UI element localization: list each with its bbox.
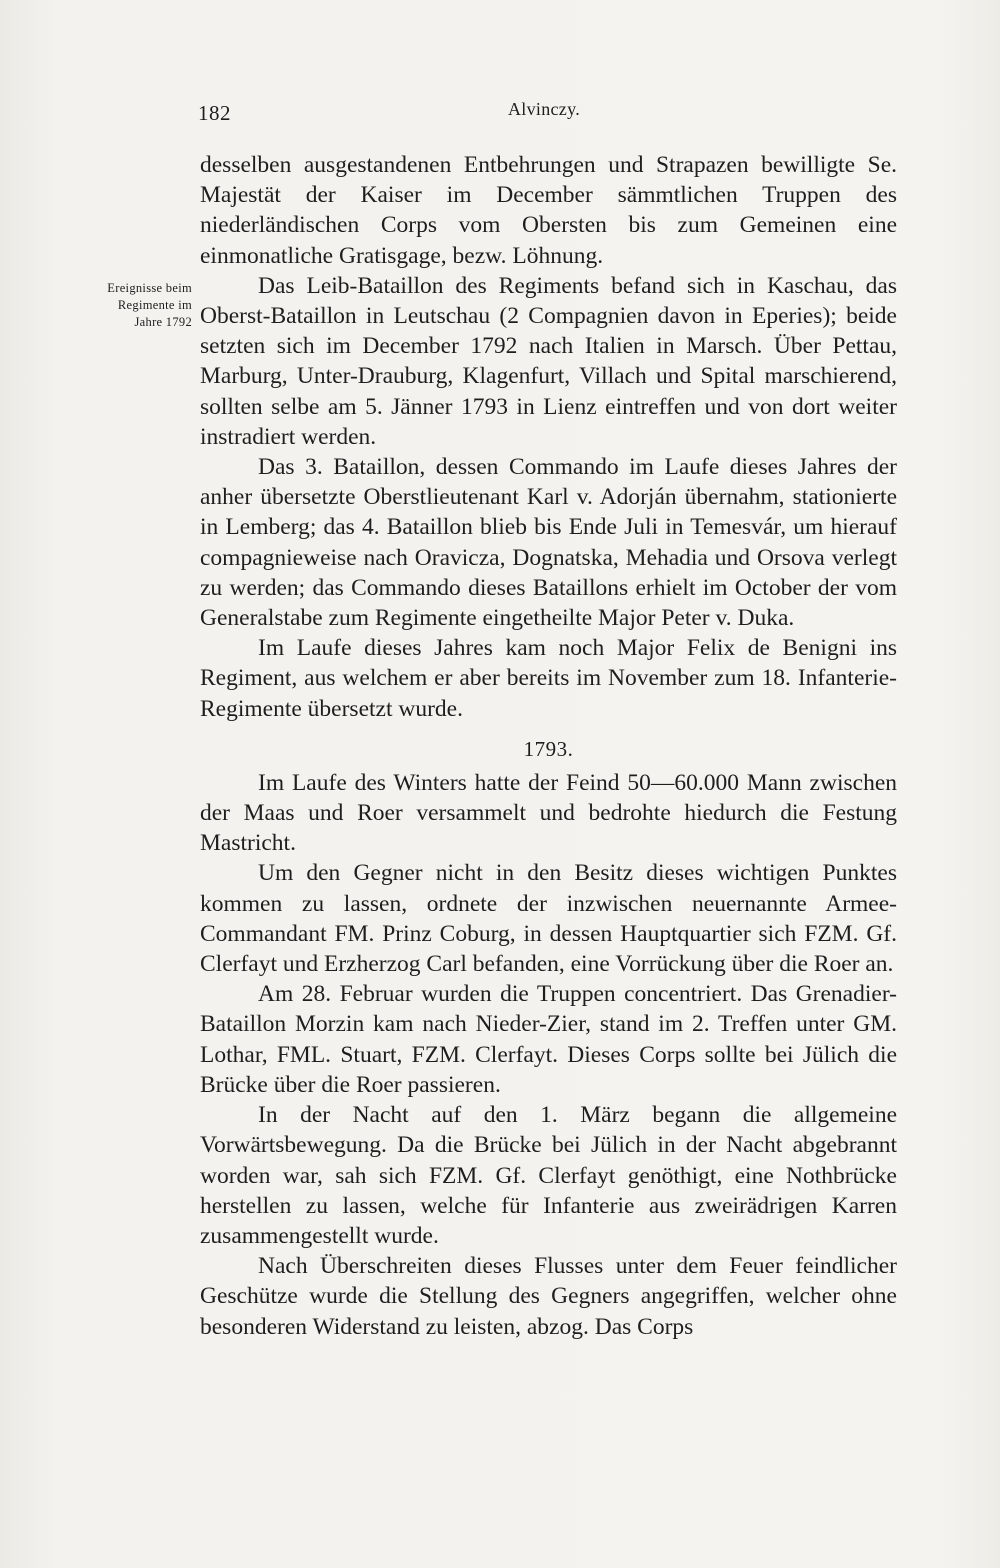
paragraph: Nach Überschreiten dieses Flusses unter dem Feuer feindlicher Geschütze wurde die Stellung des Gegners angegriffen, welcher ohne besonderen Widerstand zu leisten, abzog. Das Corps (200, 1253, 897, 1340)
paragraph: Im Laufe dieses Jahres kam noch Major Felix de Benigni ins Regiment, aus welchem er aber bereits im November zum 18. Infanterie-Regimente übersetzt wurde. (200, 635, 897, 722)
paragraph: Um den Gegner nicht in den Besitz dieses wichtigen Punktes kommen zu lassen, ordnete der inzwischen neuernannte Armee-Commandant FM. Prinz Coburg, in dessen Hauptquartier sich FZM. Gf. Clerfayt und Erzherzog Carl befanden, eine Vorrückung über die Roer an. (200, 860, 897, 978)
page-number: 182 (198, 101, 231, 125)
paragraph: Im Laufe des Winters hatte der Feind 50—60.000 Mann zwischen der Maas und Roer versammelt und bedrohte hiedurch die Festung Mastricht. (200, 769, 897, 857)
year-heading: 1793. (523, 736, 574, 761)
margin-note (62, 280, 192, 331)
page-header (0, 95, 1000, 135)
paragraph: In der Nacht auf den 1. März begann die allgemeine Vorwärtsbewegung. Da die Brücke bei Jülich in der Nacht abgebrannt worden war, sah sich FZM. Gf. Clerfayt genöthigt, eine Nothbrücke herstellen zu lassen, welche für Infanterie aus zweirädrigen Karren zusammengestellt wurde. (200, 1102, 897, 1249)
body-text (200, 150, 897, 1342)
margin-note-line: Regimente im (117, 298, 192, 312)
margin-note-line: Ereignisse beim (107, 281, 192, 295)
running-head: Alvinczy. (508, 99, 581, 119)
paragraph: desselben ausgestandenen Entbehrungen und Strapazen bewilligte Se. Majestät der Kaiser im December sämmtlichen Truppen des niederländischen Corps vom Obersten bis zum Gemeinen eine einmonatliche Gratisgage, bezw. Löhnung. (200, 152, 897, 269)
margin-note-line: Jahre 1792 (134, 315, 192, 329)
paragraph: Das Leib-Bataillon des Regiments befand sich in Kaschau, das Oberst-Bataillon in Leutschau (2 Compagnien davon in Eperies); beide setzten sich im December 1792 nach Italien in Marsch. Über Pettau, Marburg, Unter-Drauburg, Klagenfurt, Villach und Spital marschierend, sollten selbe am 5. Jänner 1793 in Lienz eintreffen und von dort weiter instradiert werden. (200, 272, 897, 450)
paragraph: Am 28. Februar wurden die Truppen concentriert. Das Grenadier-Bataillon Morzin kam nach Nieder-Zier, stand im 2. Treffen unter GM. Lothar, FML. Stuart, FZM. Clerfayt. Dieses Corps sollte bei Jülich die Brücke über die Roer passieren. (200, 981, 897, 1098)
paragraph: Das 3. Bataillon, dessen Commando im Laufe dieses Jahres der anher übersetzte Oberstlieutenant Karl v. Adorján übernahm, stationierte in Lemberg; das 4. Bataillon blieb bis Ende Juli in Temesvár, um hierauf compagnieweise nach Oravicza, Dognatska, Mehadia und Orsova verlegt zu werden; das Commando dieses Bataillons erhielt im October der vom Generalstabe zum Regimente eingetheilte Major Peter v. Duka. (200, 454, 897, 632)
